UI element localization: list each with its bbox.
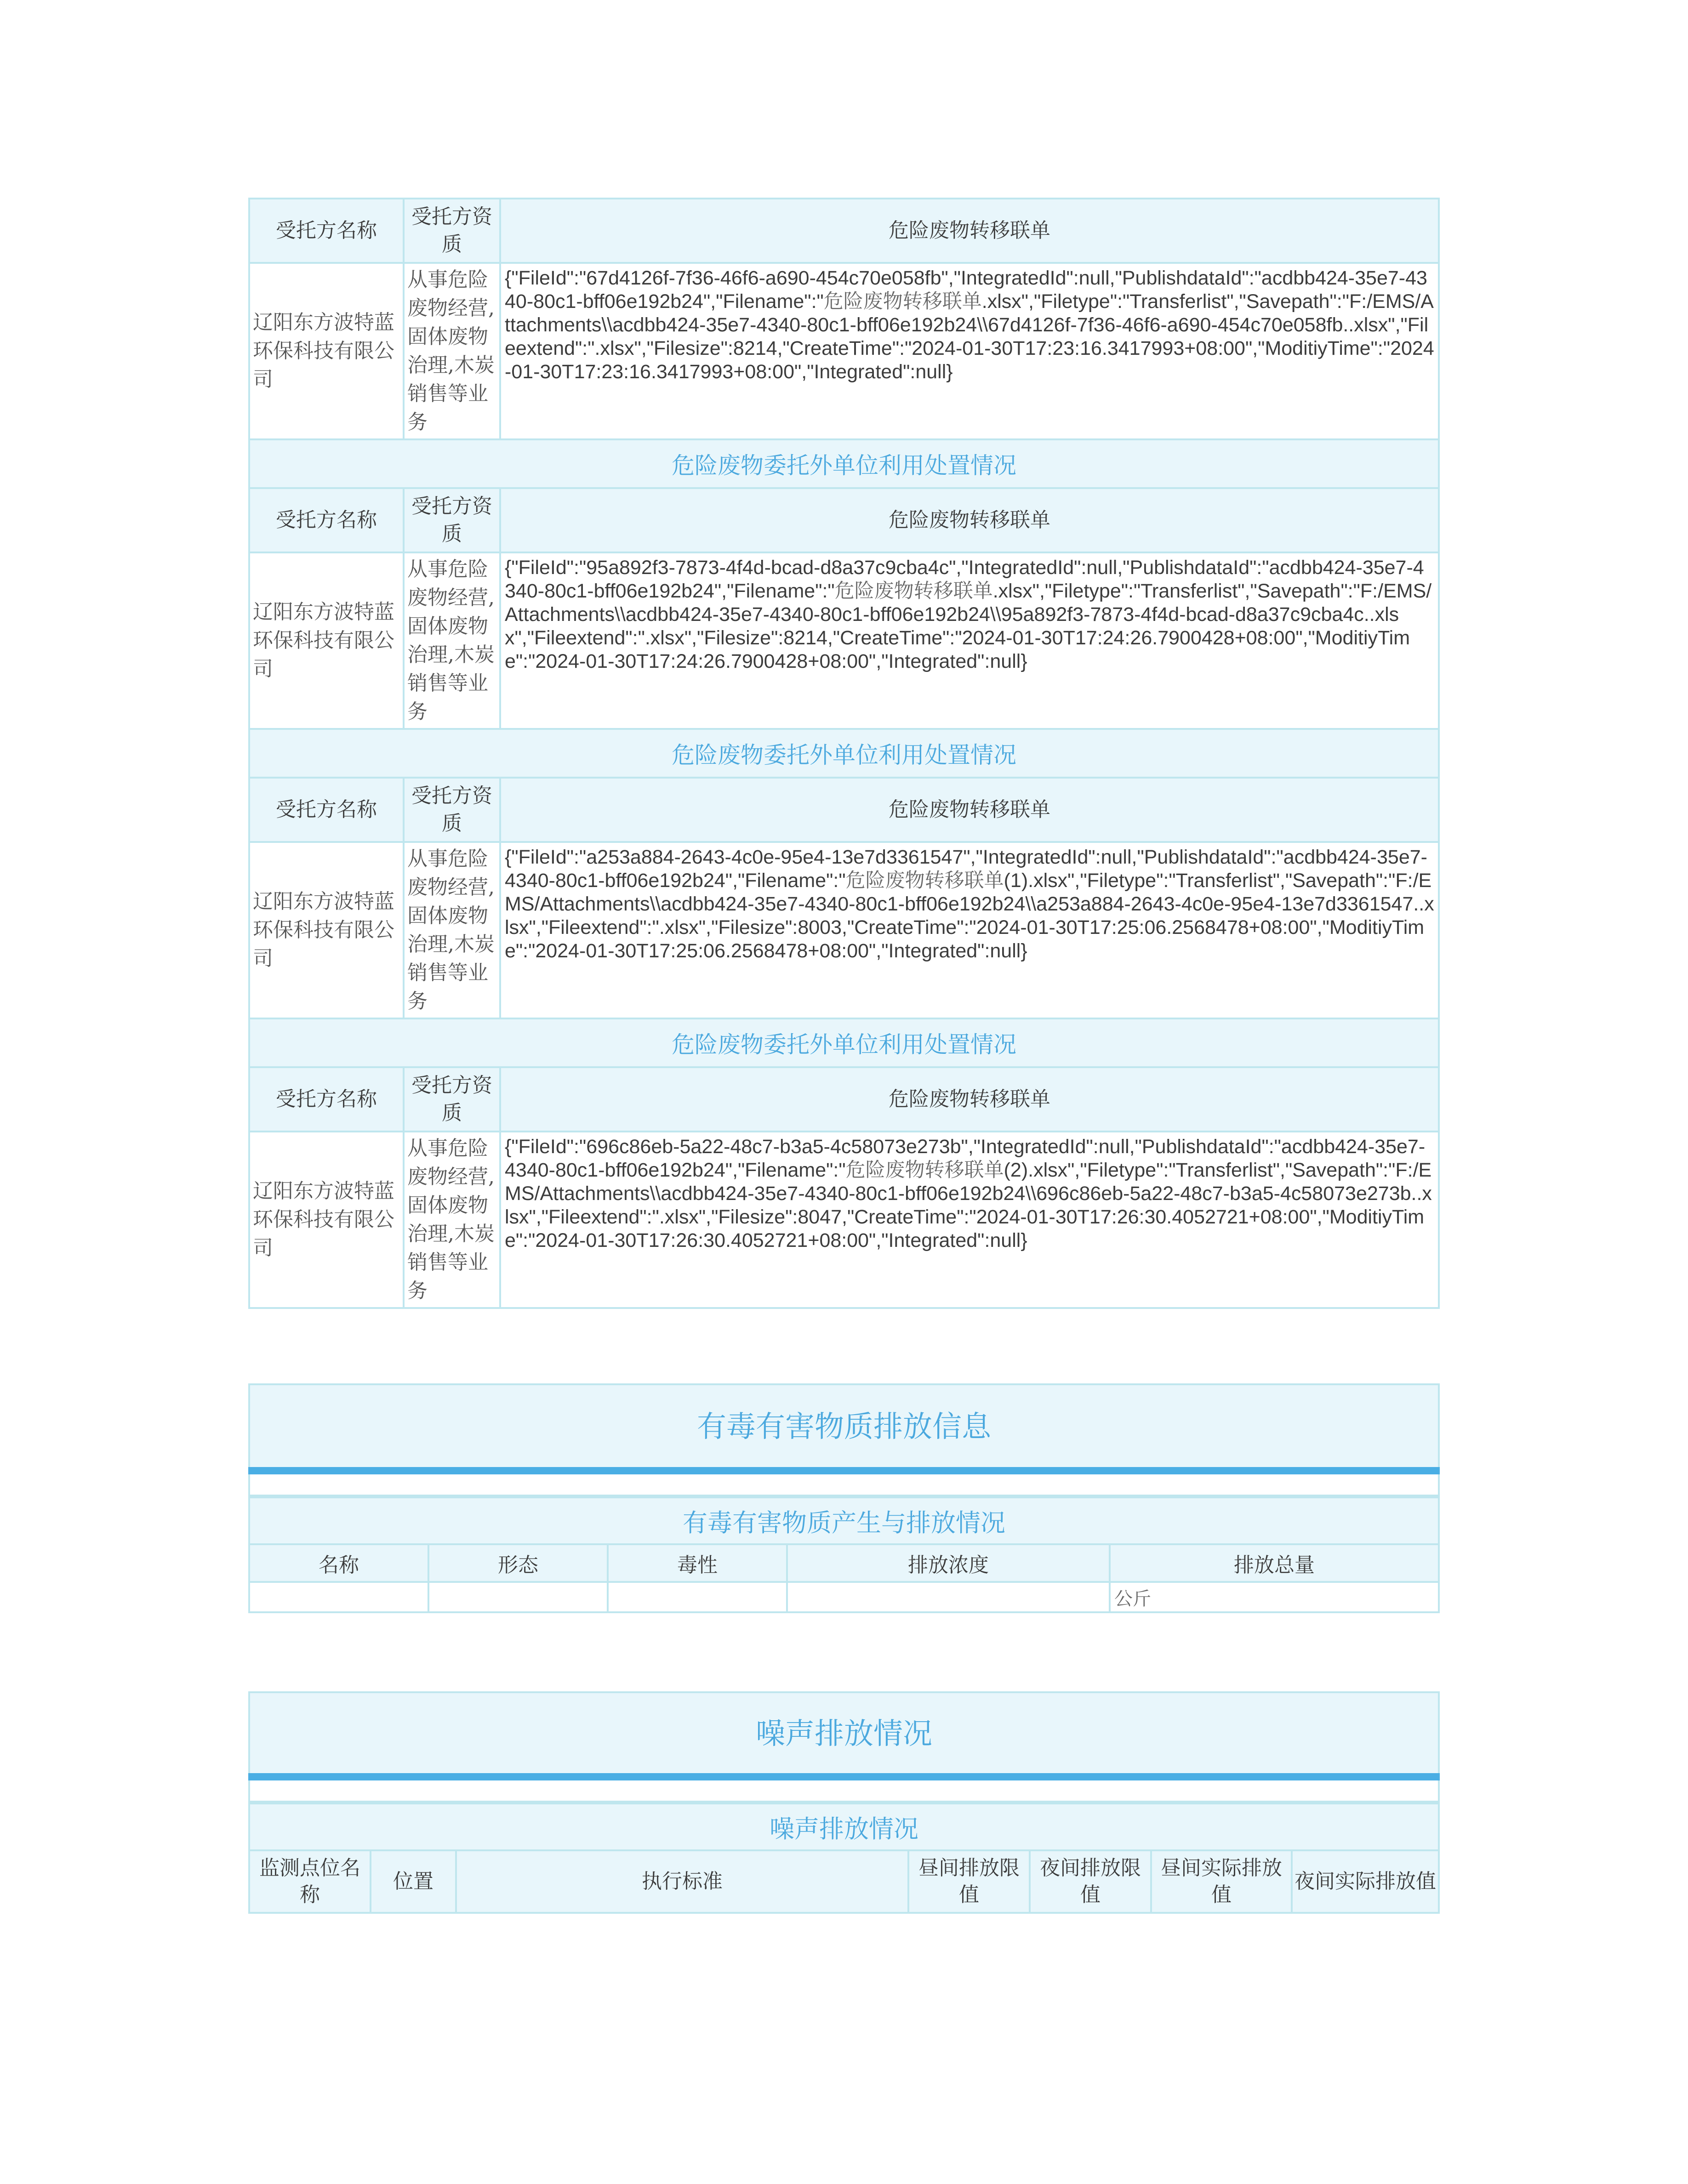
section-title: 危险废物委托外单位利用处置情况 [249,439,1439,488]
noise-section-title: 噪声排放情况 [248,1691,1440,1773]
json-text-part: .xlsx","Filetype":"Transferlist","Savepath":"F:/EMS/Attachments\\acdbb424-35e7-4340-80c1-bff06e192b24\\67d4126f-7f36-46f6-a690-454c70e058fb..xlsx","Fileextend":".xlsx","Filesize":8214,"CreateTime":"2024-01-30T17:23:16.3417993+08:00","ModitiyTime":"2024-01-30T17:23:16.3417993+08:00","Integrated":null} [505,290,1434,383]
json-filename-cn: 危险废物转移联单 [834,580,993,603]
col-header-location: 位置 [371,1850,456,1913]
toxic-section-divider [248,1467,1440,1474]
toxic-substance-table [248,1496,1440,1613]
col-header-trustee-name: 受托方名称 [249,488,404,552]
trustee-qualification: 从事危险废物经营,固体废物治理,木炭销售等业务 [404,263,500,439]
col-header-night-actual: 夜间实际排放值 [1292,1850,1439,1913]
json-text-part: {"FileId":"696c86eb-5a22-48c7-b3a5-4c58073e273b","IntegratedId":null,"PublishdataId":"acdbb424-35e7-4340-80c1-bff06e192b24","Filename":" [505,1136,1426,1181]
col-header-trustee-name: 受托方名称 [249,778,404,842]
waste-header-row [249,488,1439,552]
spacer-row [248,1474,1440,1496]
manifest-file-json [500,1132,1439,1308]
col-header-trustee-name: 受托方名称 [249,1067,404,1132]
waste-header-row [249,1067,1439,1132]
waste-header-row [249,778,1439,842]
col-header-concentration: 排放浓度 [787,1544,1110,1582]
manifest-file-json [500,263,1439,439]
col-header-transfer-manifest: 危险废物转移联单 [500,199,1439,263]
noise-subtitle: 噪声排放情况 [249,1803,1439,1850]
noise-subtitle-row [249,1803,1439,1850]
col-header-transfer-manifest: 危险废物转移联单 [500,778,1439,842]
trustee-name: 辽阳东方波特蓝环保科技有限公司 [249,552,404,729]
table-row [249,1132,1439,1308]
col-header-trustee-qualification: 受托方资质 [404,778,500,842]
trustee-name: 辽阳东方波特蓝环保科技有限公司 [249,1132,404,1308]
table-row [249,552,1439,729]
trustee-name: 辽阳东方波特蓝环保科技有限公司 [249,842,404,1018]
col-header-standard: 执行标准 [456,1850,908,1913]
col-header-trustee-qualification: 受托方资质 [404,488,500,552]
section-title: 危险废物委托外单位利用处置情况 [249,729,1439,778]
spacer-row [248,1780,1440,1803]
json-text-part: (1).xlsx","Filetype":"Transferlist","Savepath":"F:/EMS/Attachments\\acdbb424-35e7-4340-80c1-bff06e192b24\\a253a884-2643-4c0e-95e4-13e7d3361547..xlsx","Fileextend":".xlsx","Filesize":8003,"CreateTime":"2024-01-30T17:25:06.2568478+08:00","ModitiyTime":"2024-01-30T17:25:06.2568478+08:00","Integrated":null} [505,870,1434,962]
section-title: 危险废物委托外单位利用处置情况 [249,1018,1439,1067]
toxic-subtitle: 有毒有害物质产生与排放情况 [249,1497,1439,1544]
section-title-row [249,1018,1439,1067]
noise-header-row [249,1850,1439,1913]
toxic-subtitle-row [249,1497,1439,1544]
json-filename-cn: 危险废物转移联单 [845,869,1004,892]
json-text-part: {"FileId":"a253a884-2643-4c0e-95e4-13e7d3361547","IntegratedId":null,"PublishdataId":"acdbb424-35e7-4340-80c1-bff06e192b24","Filename":" [505,846,1427,892]
json-filename-cn: 危险废物转移联单 [845,1159,1004,1182]
col-header-transfer-manifest: 危险废物转移联单 [500,1067,1439,1132]
col-header-transfer-manifest: 危险废物转移联单 [500,488,1439,552]
col-header-trustee-qualification: 受托方资质 [404,199,500,263]
col-header-night-limit: 夜间排放限值 [1030,1850,1151,1913]
col-header-form: 形态 [428,1544,608,1582]
table-row [249,1582,1439,1612]
section-title-row [249,729,1439,778]
col-header-monitoring-point: 监测点位名称 [249,1850,371,1913]
cell-toxicity [608,1582,787,1612]
waste-header-row [249,199,1439,263]
cell-concentration [787,1582,1110,1612]
trustee-name: 辽阳东方波特蓝环保科技有限公司 [249,263,404,439]
json-text-part: {"FileId":"67d4126f-7f36-46f6-a690-454c70e058fb","IntegratedId":null,"PublishdataId":"acdbb424-35e7-4340-80c1-bff06e192b24","Filename":" [505,267,1427,313]
json-filename-cn: 危险废物转移联单 [823,290,982,313]
col-header-trustee-qualification: 受托方资质 [404,1067,500,1132]
manifest-file-json [500,842,1439,1018]
col-header-name: 名称 [249,1544,428,1582]
trustee-qualification: 从事危险废物经营,固体废物治理,木炭销售等业务 [404,1132,500,1308]
trustee-qualification: 从事危险废物经营,固体废物治理,木炭销售等业务 [404,842,500,1018]
cell-name [249,1582,428,1612]
col-header-trustee-name: 受托方名称 [249,199,404,263]
noise-emission-table [248,1803,1440,1914]
waste-disposal-table [248,198,1440,1309]
cell-form [428,1582,608,1612]
json-text-part: .xlsx","Filetype":"Transferlist","Savepath":"F:/EMS/Attachments\\acdbb424-35e7-4340-80c1-bff06e192b24\\95a892f3-7873-4f4d-bcad-d8a37c9cba4c..xlsx","Fileextend":".xlsx","Filesize":8214,"CreateTime":"2024-01-30T17:24:26.7900428+08:00","ModitiyTime":"2024-01-30T17:24:26.7900428+08:00","Integrated":null} [505,580,1432,672]
noise-section-divider [248,1773,1440,1780]
col-header-toxicity: 毒性 [608,1544,787,1582]
section-title-row [249,439,1439,488]
table-row [249,263,1439,439]
col-header-day-actual: 昼间实际排放值 [1151,1850,1292,1913]
manifest-file-json [500,552,1439,729]
toxic-header-row [249,1544,1439,1582]
json-text-part: (2).xlsx","Filetype":"Transferlist","Savepath":"F:/EMS/Attachments\\acdbb424-35e7-4340-80c1-bff06e192b24\\696c86eb-5a22-48c7-b3a5-4c58073e273b..xlsx","Fileextend":".xlsx","Filesize":8047,"CreateTime":"2024-01-30T17:26:30.4052721+08:00","ModitiyTime":"2024-01-30T17:26:30.4052721+08:00","Integrated":null} [505,1159,1432,1251]
json-text-part: {"FileId":"95a892f3-7873-4f4d-bcad-d8a37c9cba4c","IntegratedId":null,"PublishdataId":"acdbb424-35e7-4340-80c1-bff06e192b24","Filename":" [505,557,1424,602]
cell-total-emission-unit: 公斤 [1110,1582,1439,1612]
col-header-day-limit: 昼间排放限值 [908,1850,1030,1913]
col-header-total-emission: 排放总量 [1110,1544,1439,1582]
toxic-section-title: 有毒有害物质排放信息 [248,1383,1440,1467]
trustee-qualification: 从事危险废物经营,固体废物治理,木炭销售等业务 [404,552,500,729]
table-row [249,842,1439,1018]
